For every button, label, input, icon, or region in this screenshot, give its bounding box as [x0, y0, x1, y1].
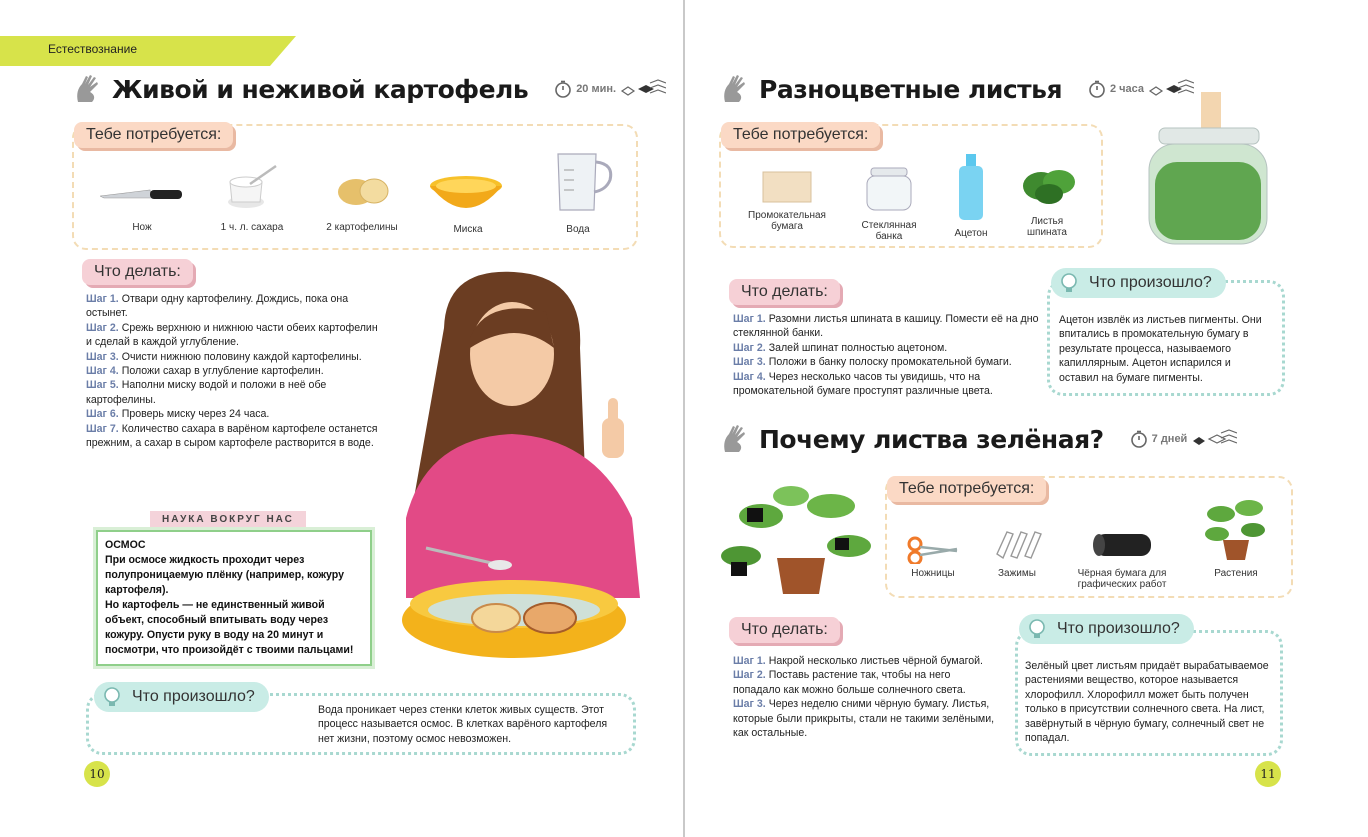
what-happened-text-2: Зелёный цвет листьям придаёт вырабатываемое растениями вещество, которое называется хлорофилл. Хлорофилл может быть получен только в присутствии солнечного света. На лист, завёрнутый в чёрную бумагу, солнечный свет не попадал. [1025, 660, 1269, 745]
step-word: Шаг [86, 293, 107, 305]
time-meta-2 [1130, 429, 1238, 449]
step-word: Шаг [86, 350, 107, 363]
needs-label: Тебе потребуется: [74, 122, 233, 148]
item-acetone: Ацетон [954, 228, 988, 239]
step-text: Накрой несколько листьев чёрной бумагой. [768, 655, 983, 667]
osmos-box [96, 530, 372, 666]
what-happened-text-1: Ацетон извлёк из листьев пигменты. Они впитались в промокательную бумагу в результате процесса, называемого капиллярным. Ацетон испарился и оставил на бумаге пигменты. [1059, 314, 1262, 384]
step-3 [733, 355, 1039, 369]
step-text: Через неделю сними чёрную бумагу. Листья, которые были прикрыты, стали не такими зелёными, как остальные. [733, 698, 995, 740]
stopwatch-icon [554, 80, 572, 98]
what-to-do-label-2: Что делать: [729, 617, 840, 643]
step-word: Шаг [86, 321, 107, 334]
experiment-title-2: Почему листва зелёная? [759, 424, 1104, 454]
step-word: Шаг [86, 408, 107, 421]
step-number: 2. [756, 341, 766, 354]
step-number: 3. [756, 356, 766, 369]
step-number: 3. [756, 698, 766, 711]
time-text: 20 мин. [576, 83, 617, 95]
stopwatch-icon [1088, 80, 1106, 98]
step-2 [86, 321, 386, 350]
step-text: Поставь растение так, чтобы на него попадало как можно больше солнечного света. [733, 669, 966, 696]
step-4 [86, 364, 386, 378]
step-text: Наполни миску водой и положи в неё обе картофелины. [86, 379, 327, 406]
step-text: Проверь миску через 24 часа. [121, 408, 270, 421]
item-sugar: 1 ч. л. сахара [220, 222, 284, 233]
science-around-label: НАУКА ВОКРУГ НАС [150, 511, 306, 528]
step-1 [733, 654, 999, 668]
experiment-title-1: Разноцветные листья [759, 74, 1062, 104]
what-happened-title-1 [1051, 268, 1226, 298]
clips-image [993, 528, 1043, 562]
girl-with-bowl-image [396, 268, 644, 678]
item-plants: Растения [1214, 568, 1258, 579]
step-1 [86, 292, 386, 321]
water-jug-image [552, 150, 616, 214]
osmos-paragraph-1: При осмосе жидкость проходит через полупроницаемую плёнку (например, кожуру картофеля). [105, 554, 345, 596]
step-3 [86, 350, 386, 364]
needs-label-2: Тебе потребуется: [887, 476, 1046, 502]
item-scissors: Ножницы [911, 568, 955, 579]
step-word: Шаг [733, 669, 754, 682]
step-7 [86, 422, 386, 451]
step-2 [733, 668, 999, 697]
step-5 [86, 378, 386, 407]
time-text: 7 дней [1151, 433, 1188, 445]
step-word: Шаг [86, 379, 107, 392]
step-number: 3. [109, 350, 119, 363]
stopwatch-icon [1130, 430, 1148, 448]
plant-with-paper-image [721, 476, 871, 600]
page-number: 11 [1255, 761, 1281, 787]
acetone-bottle-image [957, 152, 985, 222]
page-number: 10 [84, 761, 110, 787]
step-text: Залей шпинат полностью ацетоном. [768, 341, 948, 354]
step-number: 6. [109, 408, 119, 421]
scissors-image [907, 536, 959, 564]
step-text: Количество сахара в варёном картофеле останется прежним, а сахар в сыром картофеле растворится в воде. [86, 422, 378, 450]
step-text: Срежь верхнюю и нижнюю части обеих картофелин и сделай в каждой углубление. [86, 321, 378, 349]
osmos-title: ОСМОС [105, 539, 146, 551]
jar-with-spinach-image [1145, 92, 1271, 252]
step-number: 5. [109, 379, 119, 392]
step-word: Шаг [86, 422, 107, 435]
step-3 [733, 697, 999, 740]
step-number: 1. [756, 655, 766, 667]
step-number: 7. [109, 422, 119, 435]
section-label: Естествознание [48, 42, 137, 56]
bowl-image [428, 174, 504, 214]
step-word: Шаг [86, 365, 107, 378]
right-page [685, 0, 1368, 837]
step-2 [733, 341, 1039, 355]
item-knife: Нож [132, 222, 152, 233]
step-number: 1. [756, 313, 766, 325]
step-word: Шаг [733, 356, 754, 369]
needs-label-1: Тебе потребуется: [721, 122, 880, 148]
hand-icon [719, 72, 753, 106]
what-happened-label: Что произошло? [1089, 274, 1212, 291]
title-row-green [719, 422, 1237, 456]
title-row-leaves [719, 72, 1194, 106]
step-1 [733, 312, 1039, 341]
black-paper-image [1089, 526, 1157, 562]
hand-icon [72, 72, 106, 106]
what-happened-label: Что произошло? [132, 688, 255, 705]
title-row-potato [72, 72, 666, 106]
step-number: 4. [109, 365, 119, 378]
blotting-paper-image [761, 170, 813, 204]
hand-icon [719, 422, 753, 456]
what-happened-label: Что произошло? [1057, 620, 1180, 637]
item-black-paper: Чёрная бумага для графических работ [1077, 568, 1167, 590]
item-blotting-paper: Промокательная бумага [748, 210, 826, 232]
step-text: Положи сахар в углубление картофелин. [121, 365, 324, 378]
step-number: 2. [109, 321, 119, 334]
page-title: Живой и неживой картофель [112, 74, 529, 104]
what-to-do-label: Что делать: [82, 259, 193, 285]
difficulty-icon [1191, 429, 1237, 449]
what-to-do-label-1: Что делать: [729, 279, 840, 305]
difficulty-icon [620, 79, 666, 99]
glass-jar-image [865, 166, 913, 212]
potatoes-image [334, 172, 392, 208]
lightbulb-icon [1025, 617, 1049, 641]
time-text: 2 часа [1110, 83, 1145, 95]
osmos-paragraph-2: Но картофель — не единственный живой объект, способный впитывать воду через кожуру. Опусти руку в воду на 20 минут и посмотри, что произойдёт с твоими пальцами! [105, 599, 354, 656]
spinach-image [1019, 164, 1079, 208]
step-6 [86, 407, 386, 421]
item-clips: Зажимы [998, 568, 1036, 579]
what-happened-title-2 [1019, 614, 1194, 644]
item-bowl: Миска [453, 224, 483, 235]
sugar-cup-image [226, 164, 280, 210]
step-number: 4. [756, 370, 766, 383]
step-word: Шаг [733, 698, 754, 711]
lightbulb-icon [1057, 271, 1081, 295]
step-word: Шаг [733, 370, 754, 383]
item-water: Вода [566, 224, 590, 235]
step-text: Через несколько часов ты увидишь, что на промокательной бумаге проступят различные цвета. [733, 370, 993, 398]
steps-list-potato [86, 292, 386, 450]
steps-list-leaves [733, 312, 1039, 398]
step-text: Отвари одну картофелину. Дождись, пока она остынет. [86, 293, 349, 320]
plants-image [1205, 494, 1267, 562]
what-happened-title [94, 682, 269, 712]
step-text: Разомни листья шпината в кашицу. Помести её на дно стеклянной банки. [733, 313, 1039, 340]
step-number: 1. [109, 293, 119, 305]
step-number: 2. [756, 669, 766, 682]
banner-shape [0, 36, 300, 66]
step-text: Очисти нижнюю половину каждой картофелины. [121, 350, 362, 363]
step-word: Шаг [733, 341, 754, 354]
steps-list-green [733, 654, 999, 740]
step-4 [733, 370, 1039, 399]
what-happened-text: Вода проникает через стенки клеток живых существ. Этот процесс называется осмос. В клетках варёного картофеля нет жизни, поэтому осмос невозможен. [318, 704, 608, 745]
step-word: Шаг [733, 313, 754, 325]
time-meta [554, 79, 666, 99]
step-word: Шаг [733, 655, 754, 667]
lightbulb-icon [100, 685, 124, 709]
left-page [0, 0, 683, 837]
item-spinach: Листья шпината [1027, 216, 1067, 238]
knife-image [100, 186, 184, 202]
item-potatoes: 2 картофелины [326, 222, 398, 233]
section-banner [0, 36, 300, 66]
item-glass-jar: Стеклянная банка [861, 220, 917, 242]
step-text: Положи в банку полоску промокательной бумаги. [768, 356, 1012, 369]
